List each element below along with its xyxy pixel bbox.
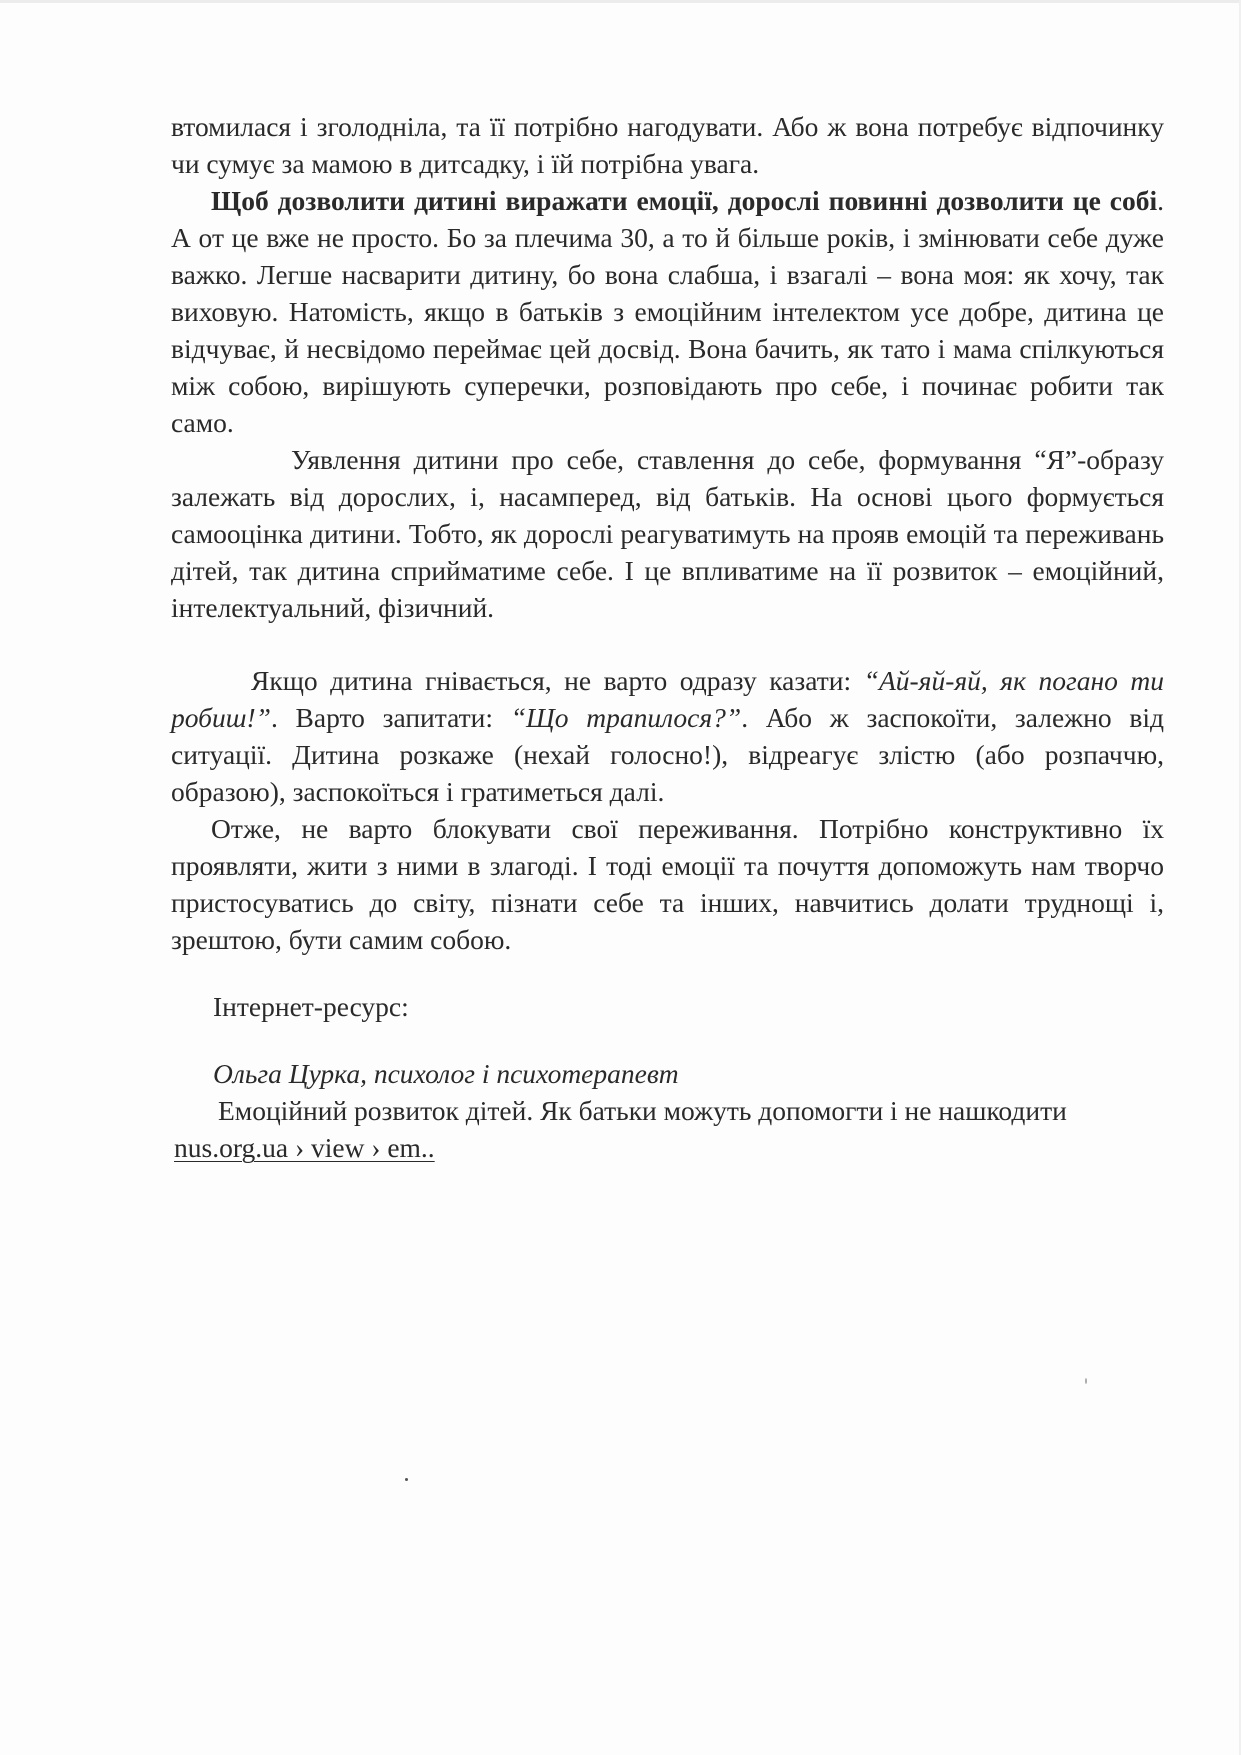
document-body — [171, 108, 1164, 1166]
paragraph-2 — [171, 182, 1164, 441]
source-link[interactable]: nus.org.ua › view › em.. — [174, 1132, 435, 1163]
paragraph-1: втомилася і зголодніла, та її потрібно нагодувати. Або ж вона потребує відпочинку чи сумує за мамою в дитсадку, і їй потрібна увага. — [171, 111, 1164, 179]
scan-speck — [405, 1478, 408, 1481]
scan-speck — [1085, 1378, 1087, 1384]
source-title: Емоційний розвиток дітей. Як батьки можуть допомогти і не нашкодити — [218, 1095, 1067, 1126]
paragraph-4-text-c: . Або ж заспокоїти, залежно від ситуації. Дитина розкаже (нехай голосно!), відреагує злістю (або розпаччю, образою), заспокоїться і гратиметься далі. — [171, 702, 1164, 807]
paragraph-5: Отже, не варто блокувати свої переживання. Потрібно конструктивно їх проявляти, жити з ними в злагоді. І тоді емоції та почуття допоможуть нам творчо пристосуватись до світу, пізнати себе та інших, навчитись долати труднощі і, зрештою, бути самим собою. — [171, 813, 1164, 955]
paragraph-2-rest: . А от це вже не просто. Бо за плечима 30, а то й більше років, і змінювати себе дуже важко. Легше насварити дитину, бо вона слабша, і взагалі – вона моя: як хочу, так виховую. Натомість, якщо в батьків з емоційним інтелектом усе добре, дитина це відчуває, й несвідомо переймає цей досвід. Вона бачить, як тато і мама спілкуються між собою, вирішують суперечки, розповідають про себе, і починає робити так само. — [171, 185, 1164, 438]
paragraph-4-text-a: Якщо дитина гнівається, не варто одразу казати: — [251, 665, 864, 696]
paragraph-3: Уявлення дитини про себе, ставлення до себе, формування “Я”-образу залежать від дорослих, і, насамперед, від батьків. На основі цього формується самооцінка дитини. Тобто, як дорослі реагуватимуть на прояв емоцій та переживань дітей, так дитина сприйматиме себе. І це впливатиме на її розвиток – емоційний, інтелектуальний, фізичний. — [171, 444, 1164, 623]
paragraph-4-text-b: . Варто запитати: — [270, 702, 511, 733]
paragraph-4-quote-1: “Ай-яй-яй, як погано ти робиш!” — [171, 665, 1165, 733]
paragraph-4 — [171, 662, 1164, 810]
source-heading: Інтернет-ресурс: — [213, 991, 409, 1022]
paragraph-2-bold: Щоб дозволити дитині виражати емоції, дорослі повинні дозволити це собі — [211, 185, 1158, 216]
paragraph-4-quote-2: “Що трапилося?” — [510, 702, 742, 733]
source-author: Ольга Цурка, психолог і психотерапевт — [213, 1058, 679, 1089]
spacer — [171, 958, 1164, 988]
spacer — [171, 1025, 1164, 1055]
spacer — [171, 626, 1164, 662]
scan-edge-top — [0, 0, 1241, 3]
